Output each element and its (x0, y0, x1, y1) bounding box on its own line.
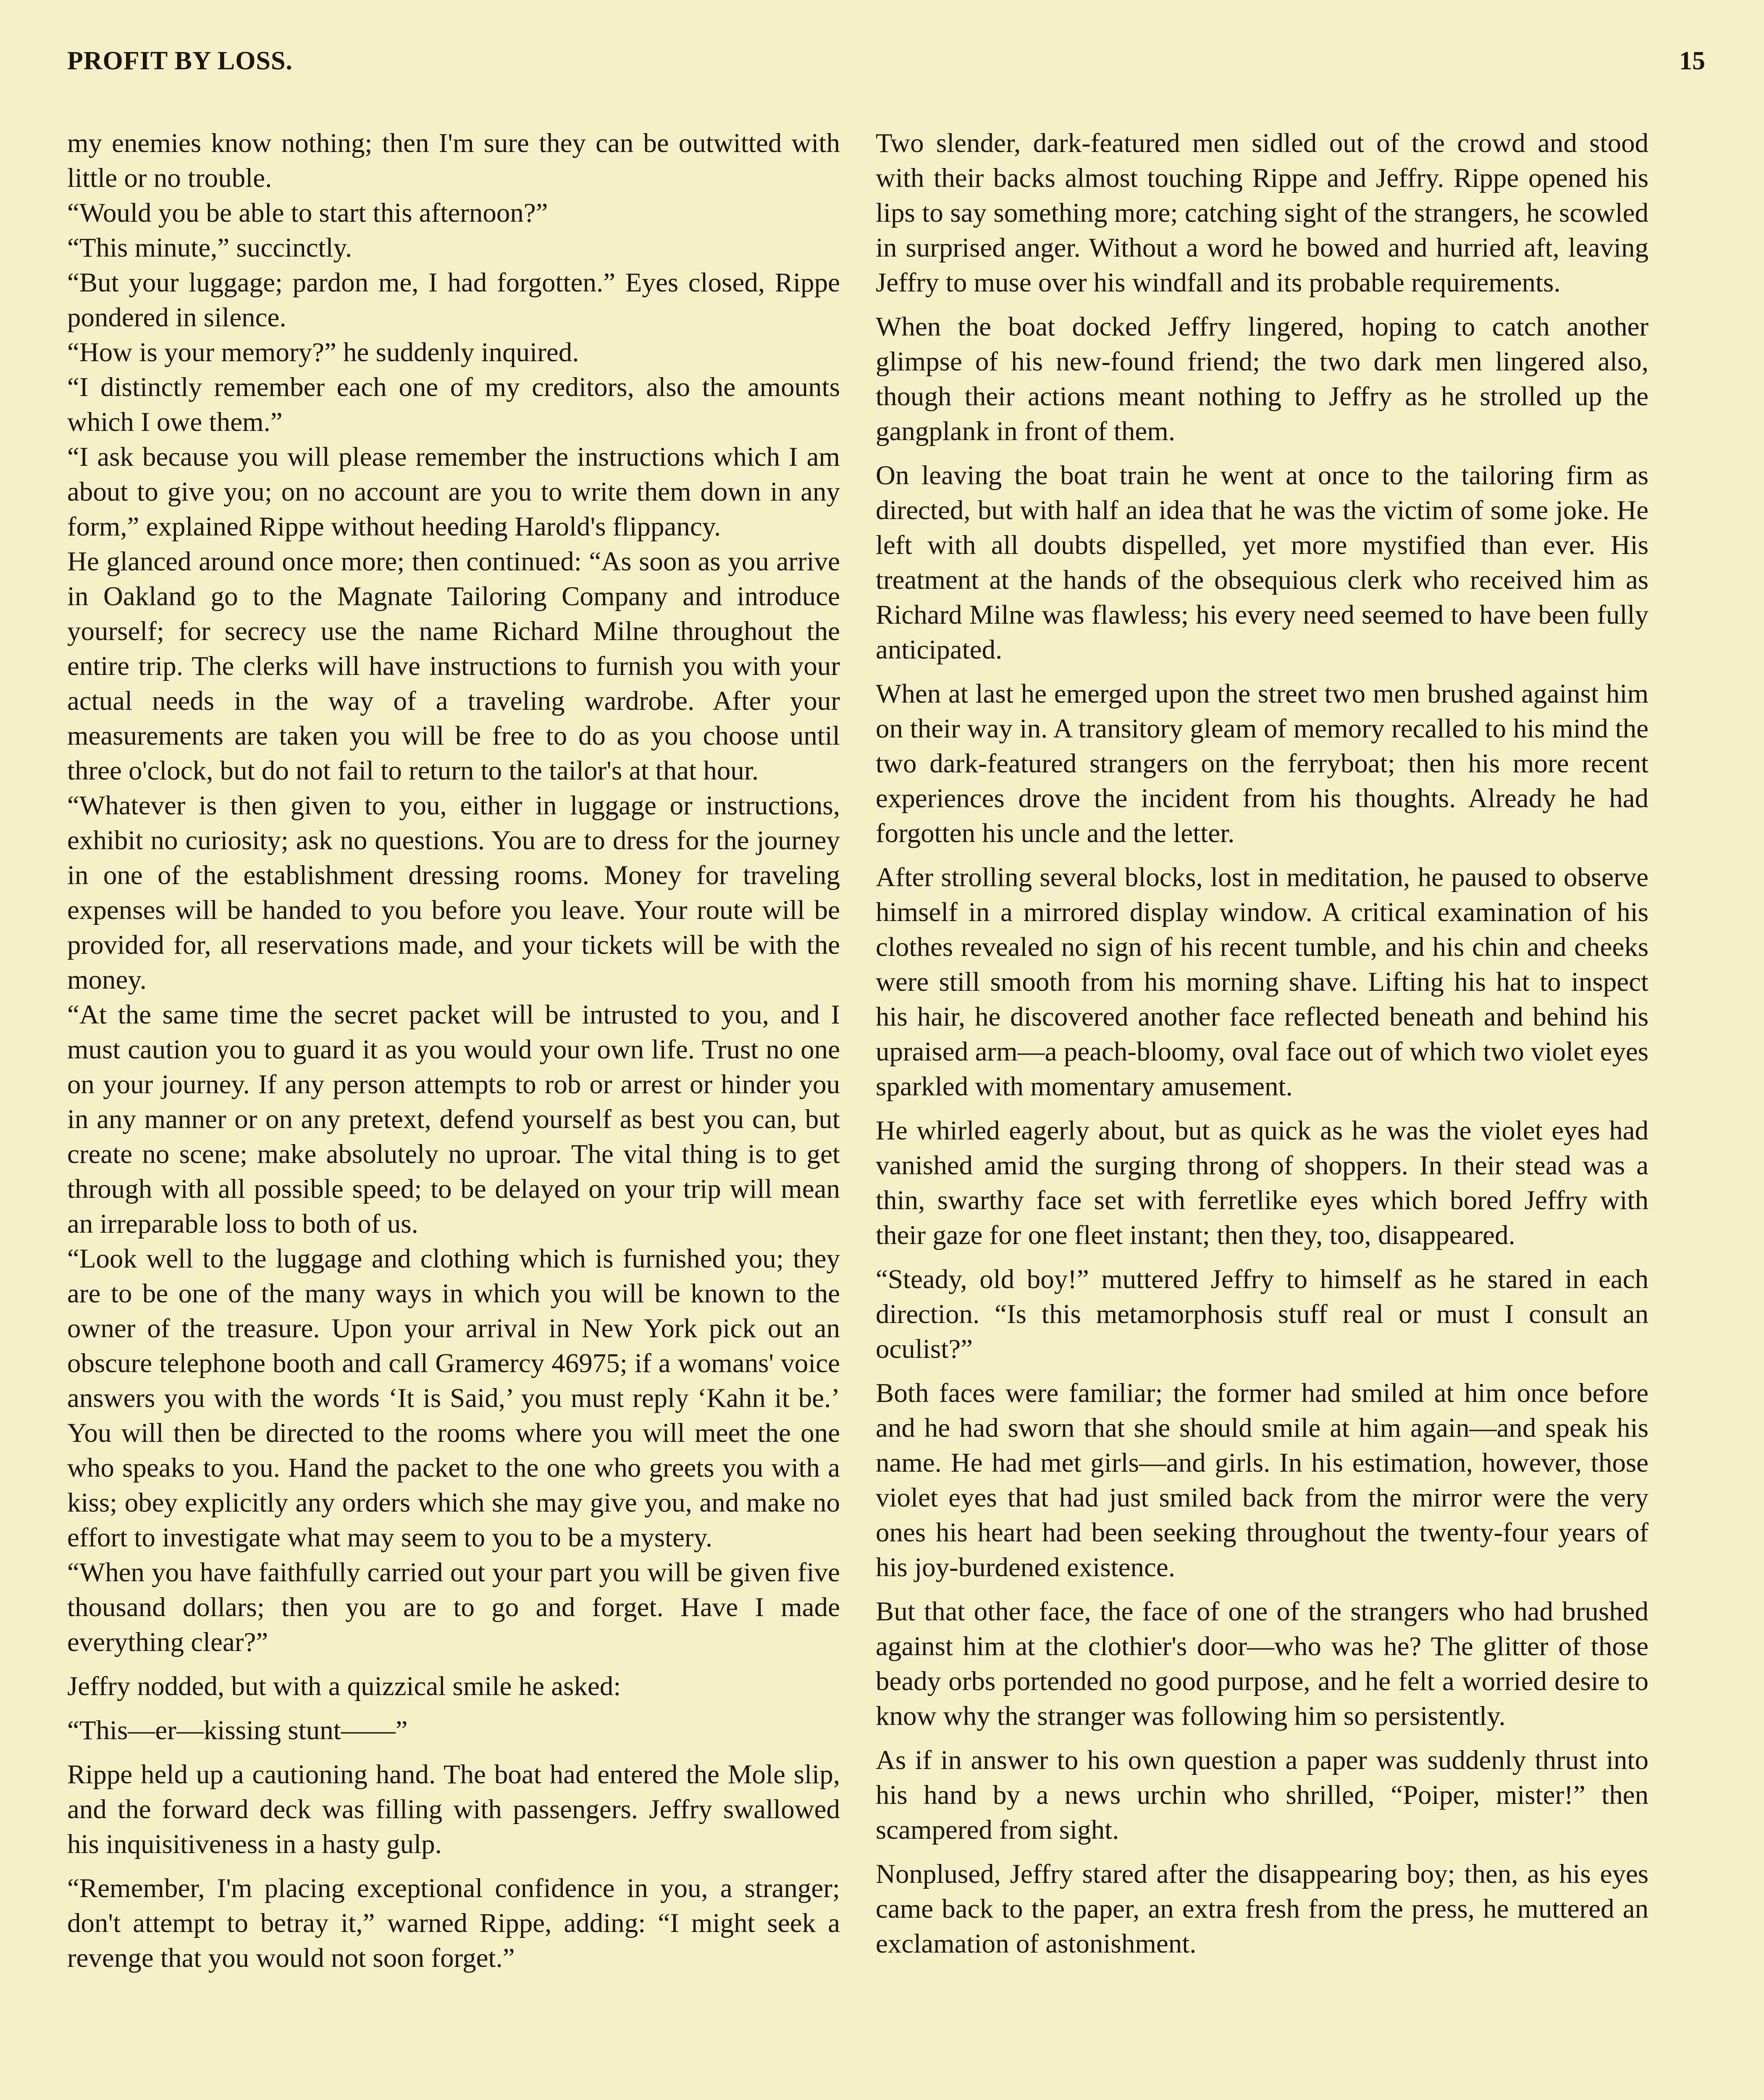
left-column (67, 126, 840, 1976)
paragraph: When at last he emerged upon the street two men brushed against him on their way in. A transitory gleam of memory recalled to his mind the two dark-featured strangers on the ferryboat; then his more recent experiences drove the incident from his thoughts. Already he had forgotten his uncle and the letter. (876, 679, 1648, 848)
paragraph: On leaving the boat train he went at once to the tailoring firm as directed, but with half an idea that he was the victim of some joke. He left with all doubts dispelled, yet more mystified than ever. His treatment at the hands of the obsequious clerk who received him as Richard Milne was flawless; his every need seemed to have been fully anticipated. (876, 460, 1648, 665)
paragraph: He glanced around once more; then continued: “As soon as you arrive in Oakland go to the Magnate Tailoring Company and introduce yourself; for secrecy use the name Richard Milne throughout the entire trip. The clerks will have instructions to furnish you with your actual needs in the way of a traveling wardrobe. After your measurements are taken you will be free to do as you choose until three o'clock, but do not fail to return to the tailor's at that hour. (67, 546, 840, 786)
paragraph: “I distinctly remember each one of my creditors, also the amounts which I owe them.” (67, 372, 840, 437)
page-header (67, 46, 1705, 92)
paragraph: my enemies know nothing; then I'm sure they can be outwitted with little or no trouble. (67, 128, 840, 193)
paragraph: “Look well to the luggage and clothing which is furnished you; they are to be one of the many ways in which you will be known to the owner of the treasure. Upon your arrival in New York pick out an obscure telephone booth and call Gramercy 46975; if a womans' voice answers you with the words ‘It is Said,’ you must reply ‘Kahn it be.’ You will then be directed to the rooms where you will meet the one who speaks to you. Hand the packet to the one who greets you with a kiss; obey explicitly any orders which she may give you, and make no effort to investigate what may seem to you to be a mystery. (67, 1244, 840, 1553)
paragraph: “When you have faithfully carried out your part you will be given five thousand dollars; then you are to go and forget. Have I made everything clear?” (67, 1557, 840, 1657)
paragraph: As if in answer to his own question a paper was suddenly thrust into his hand by a news urchin who shrilled, “Poiper, mister!” then scampered from sight. (876, 1745, 1648, 1845)
paragraph: “I ask because you will please remember the instructions which I am about to give you; on no account are you to write them down in any form,” explained Rippe without heeding Harold's flippancy. (67, 442, 840, 542)
right-column (876, 126, 1648, 1961)
paragraph: But that other face, the face of one of the strangers who had brushed against him at the clothier's door—who was he? The glitter of those beady orbs portended no good purpose, and he felt a worried desire to know why the stranger was following him so persistently. (876, 1596, 1648, 1731)
page-number: 15 (1679, 47, 1705, 75)
paragraph: “Steady, old boy!” muttered Jeffry to himself as he stared in each direction. “Is this metamorphosis stuff real or must I consult an oculist?” (876, 1264, 1648, 1364)
paragraph: “Whatever is then given to you, either in luggage or instructions, exhibit no curiosity; ask no questions. You are to dress for the journey in one of the establishment dressing rooms. Money for traveling expenses will be handed to you before you leave. Your route will be provided for, all reservations made, and your tickets will be with the money. (67, 790, 840, 995)
paragraph: When the boat docked Jeffry lingered, hoping to catch another glimpse of his new-found friend; the two dark men lingered also, though their actions meant nothing to Jeffry as he strolled up the gangplank in front of them. (876, 312, 1648, 446)
running-title: PROFIT BY LOSS. (67, 47, 293, 75)
paragraph: “How is your memory?” he suddenly inquired. (67, 337, 579, 368)
paragraph: Nonplused, Jeffry stared after the disappearing boy; then, as his eyes came back to the paper, an extra fresh from the press, he muttered an exclamation of astonishment. (876, 1859, 1648, 1959)
paragraph: “Remember, I'm placing exceptional confidence in you, a stranger; don't attempt to betray it,” warned Rippe, adding: “I might seek a revenge that you would not soon forget.” (67, 1873, 840, 1973)
paragraph: Two slender, dark-featured men sidled out of the crowd and stood with their backs almost touching Rippe and Jeffry. Rippe opened his lips to say something more; catching sight of the strangers, he scowled in surprised anger. Without a word he bowed and hurried aft, leaving Jeffry to muse over his windfall and its probable requirements. (876, 128, 1648, 298)
paragraph: Rippe held up a cautioning hand. The boat had entered the Mole slip, and the forward deck was filling with passengers. Jeffry swallowed his inquisitiveness in a hasty gulp. (67, 1759, 840, 1859)
paragraph: “This—er—kissing stunt——” (67, 1715, 408, 1746)
paragraph: “At the same time the secret packet will be intrusted to you, and I must caution you to guard it as you would your own life. Trust no one on your journey. If any person attempts to rob or arrest or hinder you in any manner or on any pretext, defend yourself as best you can, but create no scene; make absolutely no uproar. The vital thing is to get through with all possible speed; to be delayed on your trip will mean an irreparable loss to both of us. (67, 1000, 840, 1239)
paragraph: After strolling several blocks, lost in meditation, he paused to observe himself in a mirrored display window. A critical examination of his clothes revealed no sign of his recent tumble, and his chin and cheeks were still smooth from his morning shave. Lifting his hat to inspect his hair, he discovered another face reflected beneath and behind his upraised arm—a peach-bloomy, oval face out of which two violet eyes sparkled with momentary amusement. (876, 862, 1648, 1102)
paragraph: Both faces were familiar; the former had smiled at him once before and he had sworn that she should smile at him again—and speak his name. He had met girls—and girls. In his estimation, however, those violet eyes that had just smiled back from the mirror were the very ones his heart had been seeking throughout the twenty-four years of his joy-burdened existence. (876, 1378, 1648, 1583)
paragraph: “This minute,” succinctly. (67, 233, 352, 263)
paragraph: He whirled eagerly about, but as quick as he was the violet eyes had vanished amid the surging throng of shoppers. In their stead was a thin, swarthy face set with ferretlike eyes which bored Jeffry with their gaze for one fleet instant; then they, too, disappeared. (876, 1116, 1648, 1250)
paragraph: “But your luggage; pardon me, I had forgotten.” Eyes closed, Rippe pondered in silence. (67, 268, 840, 333)
paragraph: Jeffry nodded, but with a quizzical smile he asked: (67, 1671, 621, 1701)
paragraph: “Would you be able to start this afternoon?” (67, 198, 548, 228)
